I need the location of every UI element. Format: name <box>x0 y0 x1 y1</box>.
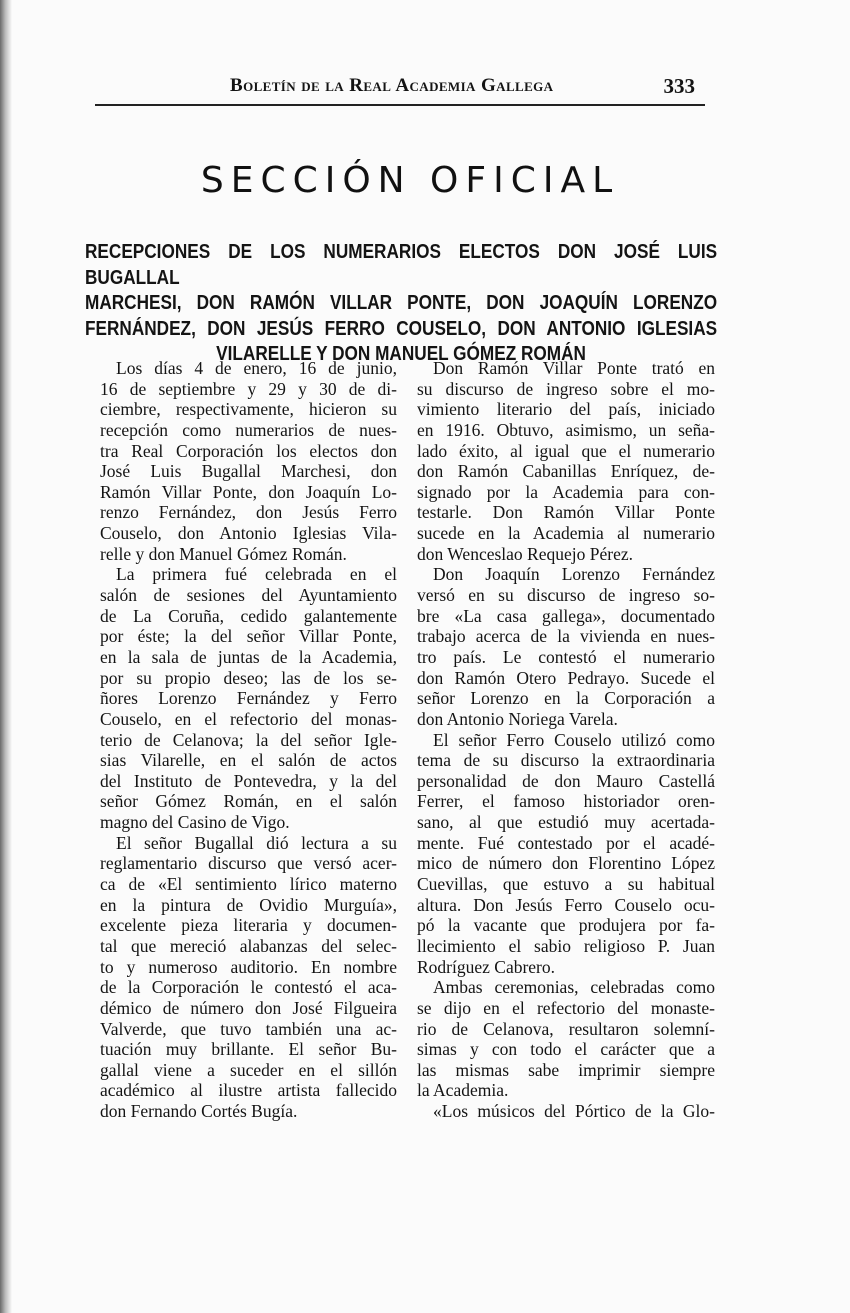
text-line: to y numeroso auditorio. En nombre <box>100 956 397 977</box>
text-line: renzo Fernández, don Jesús Ferro <box>100 502 397 523</box>
text-line: en 1916. Obtuvo, asimismo, un seña- <box>417 419 715 440</box>
text-line: reglamentario discurso que versó acer- <box>100 853 397 874</box>
text-line: altura. Don Jesús Ferro Couselo ocu- <box>417 894 715 915</box>
text-line: Couselo, en el refectorio del monas- <box>100 708 397 729</box>
text-line: Rodríguez Cabrero. <box>417 956 556 977</box>
text-line: démico de número don José Filgueira <box>100 997 397 1018</box>
right-column <box>417 358 715 1122</box>
text-line: mente. Fué contestado por el acadé- <box>417 832 715 853</box>
text-line: en la sala de juntas de la Academia, <box>100 646 397 667</box>
text-line: recepción como numerarios de nues- <box>100 419 397 440</box>
text-line: La primera fué celebrada en el <box>116 564 397 585</box>
text-line: Don Ramón Villar Ponte trató en <box>433 358 715 378</box>
text-line: académico al ilustre artista fallecido <box>100 1080 397 1101</box>
text-line: rio de Celanova, resultaron solemní- <box>417 1018 715 1039</box>
text-line: las mismas sabe imprimir siempre <box>417 1059 715 1080</box>
text-line: tro país. Le contestó el numerario <box>417 646 715 667</box>
text-line: la Academia. <box>417 1080 509 1101</box>
text-line: Don Joaquín Lorenzo Fernández <box>433 564 715 585</box>
text-line: José Luis Bugallal Marchesi, don <box>100 461 397 482</box>
text-line: sucede en la Academia al numerario <box>417 523 715 544</box>
text-line: bre «La casa gallega», documentado <box>417 605 715 626</box>
text-line: por éste; la del señor Villar Ponte, <box>100 626 397 647</box>
heading-line: RECEPCIONES DE LOS NUMERARIOS ELECTOS DON JOSÉ LUIS BUGALLAL <box>85 241 718 289</box>
text-line: personalidad de don Mauro Castellá <box>417 770 715 791</box>
text-line: trabajo acerca de la vivienda en nues- <box>417 626 715 647</box>
text-line: don Wenceslao Requejo Pérez. <box>417 543 633 564</box>
text-line: 16 de septiembre y 29 y 30 de di- <box>100 378 397 399</box>
text-line: señor Lorenzo en la Corporación a <box>417 688 715 709</box>
text-line: tuación muy brillante. El señor Bu- <box>100 1039 397 1060</box>
text-line: su discurso de ingreso sobre el mo- <box>417 378 715 399</box>
text-line: El señor Ferro Couselo utilizó como <box>433 729 715 750</box>
text-line: sano, al que estudió muy acertada- <box>417 812 715 833</box>
text-line: terio de Celanova; la del señor Igle- <box>100 729 397 750</box>
text-line: de la Corporación le contestó el aca- <box>100 977 397 998</box>
text-line: tema de su discurso la extraordinaria <box>417 750 715 771</box>
text-line: se dijo en el refectorio del monaste- <box>417 997 715 1018</box>
article-heading <box>85 240 717 368</box>
text-line: Ambas ceremonias, celebradas como <box>433 977 715 998</box>
page-number: 333 <box>663 74 695 98</box>
running-title: Boletín de la Real Academia Gallega <box>230 75 554 96</box>
text-line: testarle. Don Ramón Villar Ponte <box>417 502 715 523</box>
section-title: SECCIÓN OFICIAL <box>200 160 620 201</box>
text-line: ñores Lorenzo Fernández y Ferro <box>100 688 397 709</box>
text-line: ca de «El sentimiento lírico materno <box>100 874 397 895</box>
scan-edge-shadow <box>0 0 12 1313</box>
text-line: Los días 4 de enero, 16 de junio, <box>116 358 397 378</box>
text-line: magno del Casino de Vigo. <box>100 812 290 833</box>
text-line: Ramón Villar Ponte, don Joaquín Lo- <box>100 481 397 502</box>
text-line: «Los músicos del Pórtico de la Glo- <box>433 1101 715 1122</box>
text-line: señor Gómez Román, en el salón <box>100 791 397 812</box>
text-line: Ferrer, el famoso historiador oren- <box>417 791 715 812</box>
text-line: don Ramón Cabanillas Enríquez, de- <box>417 461 715 482</box>
text-line: tal que mereció alabanzas del selec- <box>100 935 397 956</box>
text-line: Valverde, que tuvo también una ac- <box>100 1018 397 1039</box>
text-line: don Ramón Otero Pedrayo. Sucede el <box>417 667 715 688</box>
text-line: simas y con todo el carácter que a <box>417 1039 715 1060</box>
text-line: en la pintura de Ovidio Murguía», <box>100 894 397 915</box>
text-line: relle y don Manuel Gómez Román. <box>100 543 347 564</box>
text-line: signado por la Academia para con- <box>417 481 715 502</box>
left-column <box>100 358 397 1122</box>
heading-line: FERNÁNDEZ, DON JESÚS FERRO COUSELO, DON ANTONIO IGLESIAS <box>85 317 718 340</box>
text-line: gallal viene a suceder en el sillón <box>100 1059 397 1080</box>
text-line: pó la vacante que produjera por fa- <box>417 915 715 936</box>
text-line: por su propio deseo; las de los se- <box>100 667 397 688</box>
text-line: mico de número don Florentino López <box>417 853 715 874</box>
heading-line: VILARELLE Y DON MANUEL GÓMEZ ROMÁN <box>216 343 586 365</box>
page-header <box>95 72 705 106</box>
text-line: llecimiento el sabio religioso P. Juan <box>417 935 715 956</box>
text-line: Couselo, don Antonio Iglesias Vila- <box>100 523 397 544</box>
text-line: ciembre, respectivamente, hicieron su <box>100 399 397 420</box>
text-line: sias Vilarelle, en el salón de actos <box>100 750 397 771</box>
text-line: tra Real Corporación los electos don <box>100 440 397 461</box>
text-line: versó en su discurso de ingreso so- <box>417 585 715 606</box>
text-line: don Fernando Cortés Bugía. <box>100 1101 298 1122</box>
text-line: del Instituto de Pontevedra, y la del <box>100 770 397 791</box>
text-line: vimiento literario del país, iniciado <box>417 399 715 420</box>
text-line: lado éxito, al igual que el numerario <box>417 440 715 461</box>
text-line: don Antonio Noriega Varela. <box>417 708 618 729</box>
text-line: de La Coruña, cedido galantemente <box>100 605 397 626</box>
heading-line: MARCHESI, DON RAMÓN VILLAR PONTE, DON JOAQUÍN LORENZO <box>85 292 718 314</box>
text-line: Cuevillas, que estuvo a su habitual <box>417 874 715 895</box>
text-line: excelente pieza literaria y documen- <box>100 915 397 936</box>
text-line: El señor Bugallal dió lectura a su <box>116 832 397 853</box>
text-line: salón de sesiones del Ayuntamiento <box>100 585 397 606</box>
